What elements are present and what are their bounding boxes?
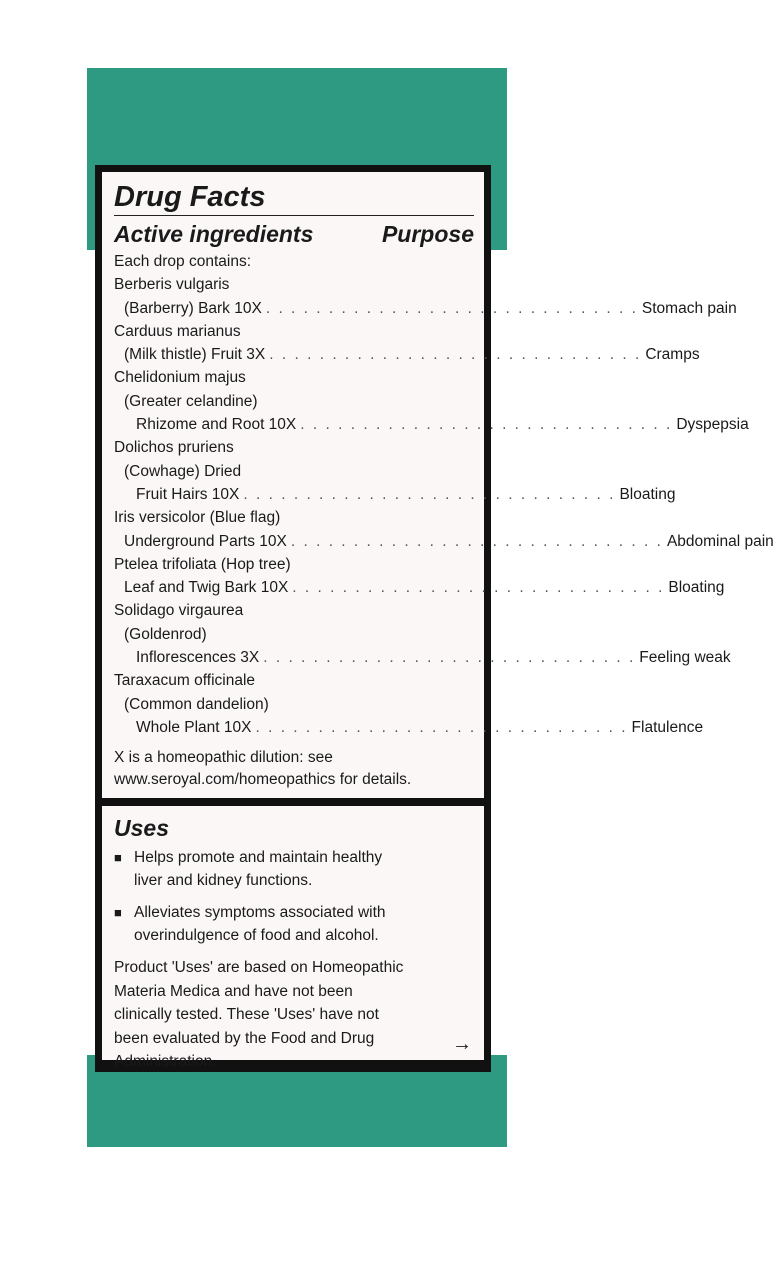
ingredient-text: Iris versicolor (Blue flag)	[114, 509, 281, 527]
uses-disclaimer	[114, 956, 474, 1074]
ingredient-purpose: Stomach pain	[641, 299, 737, 317]
purpose-heading: Purpose	[381, 221, 474, 247]
square-bullet-icon: ■	[114, 905, 122, 920]
ingredient-purpose: Bloating	[619, 485, 676, 503]
disclaimer-line: been evaluated by the Food and Drug	[114, 1029, 375, 1047]
ingredient-line	[114, 460, 474, 483]
uses-bullet	[114, 846, 474, 892]
ingredient-text: Chelidonium majus	[114, 369, 246, 387]
ingredient-text: Underground Parts 10X	[124, 532, 287, 550]
ingredient-line	[114, 669, 474, 692]
ingredient-line	[114, 250, 474, 273]
ingredient-line	[114, 366, 474, 389]
ingredient-purpose: Flatulence	[631, 718, 704, 736]
drug-facts-title: Drug Facts	[114, 180, 474, 216]
uses-bullet-line: overindulgence of food and alcohol.	[134, 927, 379, 944]
ingredient-line	[114, 390, 474, 413]
ingredient-line	[114, 436, 474, 459]
disclaimer-line: Materia Medica and have not been	[114, 982, 353, 1000]
uses-bullet-line: Helps promote and maintain healthy	[134, 849, 383, 866]
ingredient-text: Taraxacum officinale	[114, 672, 256, 690]
ingredient-text: Whole Plant 10X	[136, 718, 252, 736]
ingredient-text: (Goldenrod)	[124, 625, 207, 643]
uses-bullet	[114, 901, 474, 947]
leader-dots: . . . . . . . . . . . . . . . . . . . . . . . . . . . . . .	[265, 299, 638, 317]
ingredient-purpose: Feeling weak	[639, 649, 731, 667]
disclaimer-line: Administration.	[114, 1053, 217, 1070]
ingredient-text: Leaf and Twig Bark 10X	[124, 579, 289, 597]
uses-bullet-text	[134, 846, 382, 892]
ingredient-purpose: Cramps	[645, 346, 700, 364]
ingredient-line	[114, 553, 474, 576]
active-ingredients-heading: Active ingredients	[114, 221, 314, 247]
uses-bullet-line: Alleviates symptoms associated with	[134, 904, 386, 921]
ingredient-line	[114, 576, 725, 599]
ingredient-text: Carduus marianus	[114, 322, 241, 340]
active-ingredients-section	[102, 172, 774, 798]
ingredient-purpose: Dyspepsia	[676, 416, 749, 434]
leader-dots: . . . . . . . . . . . . . . . . . . . . . . . . . . . . . .	[243, 485, 616, 503]
ingredient-list	[114, 250, 774, 739]
ingredient-text: Rhizome and Root 10X	[136, 416, 297, 434]
leader-dots: . . . . . . . . . . . . . . . . . . . . . . . . . . . . . .	[263, 649, 636, 667]
ingredient-line	[114, 413, 749, 436]
ingredient-text: Each drop contains:	[114, 253, 252, 270]
ingredient-text: (Milk thistle) Fruit 3X	[124, 346, 266, 364]
ingredient-line	[114, 343, 700, 366]
uses-bullet-text	[134, 901, 386, 947]
ingredient-text: Ptelea trifoliata (Hop tree)	[114, 555, 291, 573]
ingredient-text: (Cowhage) Dried	[124, 462, 242, 480]
uses-bullet-line: liver and kidney functions.	[134, 872, 313, 889]
ingredient-text: (Barberry) Bark 10X	[124, 299, 262, 317]
ingredients-header	[114, 218, 474, 250]
ingredient-text: Solidago virgaurea	[114, 602, 244, 620]
ingredient-line	[114, 530, 774, 553]
ingredient-line	[114, 716, 704, 739]
continue-arrow-icon: →	[452, 1033, 472, 1055]
leader-dots: . . . . . . . . . . . . . . . . . . . . . . . . . . . . . .	[290, 532, 663, 550]
leader-dots: . . . . . . . . . . . . . . . . . . . . . . . . . . . . . .	[255, 718, 628, 736]
disclaimer-line: clinically tested. These 'Uses' have not	[114, 1006, 379, 1023]
ingredient-line	[114, 483, 676, 506]
uses-title: Uses	[114, 815, 169, 841]
disclaimer-line: Product 'Uses' are based on Homeopathic	[114, 959, 404, 976]
dilution-note-line: www.seroyal.com/homeopathics for details.	[114, 771, 412, 789]
ingredient-text: Dolichos pruriens	[114, 439, 234, 457]
ingredient-text: (Common dandelion)	[124, 695, 269, 713]
ingredient-text: Fruit Hairs 10X	[136, 485, 240, 503]
ingredient-purpose: Abdominal pain	[666, 532, 774, 550]
leader-dots: . . . . . . . . . . . . . . . . . . . . . . . . . . . . . .	[269, 346, 642, 364]
leader-dots: . . . . . . . . . . . . . . . . . . . . . . . . . . . . . .	[292, 579, 665, 597]
dilution-note	[114, 747, 474, 791]
ingredient-line	[114, 693, 474, 716]
ingredient-line	[114, 273, 474, 296]
ingredient-line	[114, 506, 474, 529]
drug-facts-panel	[95, 165, 774, 1072]
ingredient-line	[114, 646, 731, 669]
ingredient-line	[114, 297, 737, 320]
ingredient-text: Berberis vulgaris	[114, 276, 230, 294]
panel-inner	[102, 172, 774, 1070]
ingredient-line	[114, 599, 474, 622]
ingredient-purpose: Bloating	[668, 579, 725, 597]
ingredient-text: (Greater celandine)	[124, 392, 258, 410]
ingredient-line	[114, 623, 474, 646]
dilution-note-line: X is a homeopathic dilution: see	[114, 749, 333, 767]
ingredient-line	[114, 320, 474, 343]
ingredient-text: Inflorescences 3X	[136, 649, 260, 667]
square-bullet-icon: ■	[114, 850, 122, 865]
leader-dots: . . . . . . . . . . . . . . . . . . . . . . . . . . . . . .	[300, 416, 673, 434]
uses-section	[102, 806, 484, 1070]
